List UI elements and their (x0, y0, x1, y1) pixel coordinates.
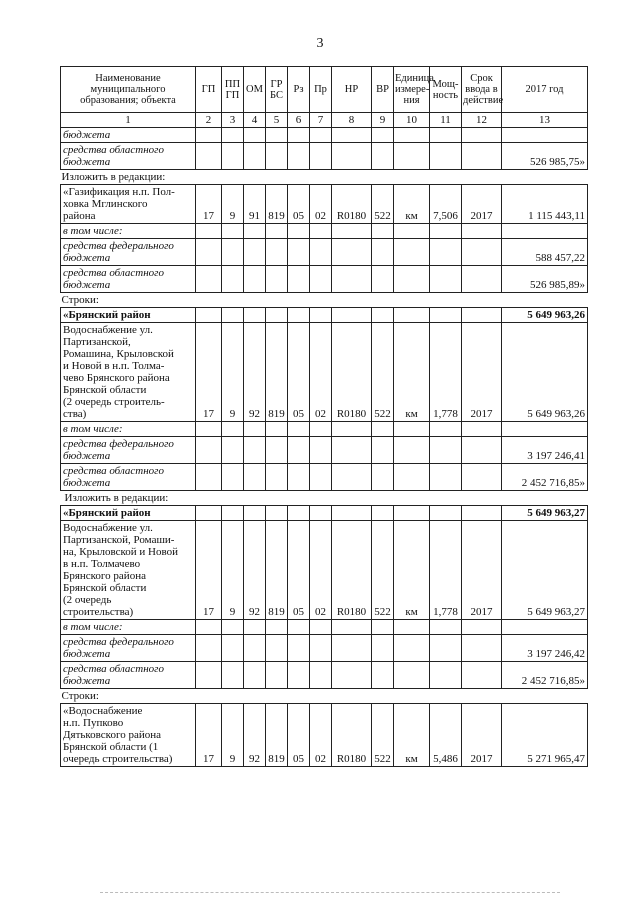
code-cell (430, 437, 462, 464)
code-cell (288, 506, 310, 521)
code-cell (394, 620, 430, 635)
code-cell (266, 422, 288, 437)
code-cell (196, 506, 222, 521)
page-number: 3 (316, 36, 324, 51)
object-name: Водоснабжение ул. Партизанской, Ромашина, Крыловской и Новой в н.п. Толма- чево Брянского района Брянской области (2 очередь строитель- ства) (61, 323, 196, 422)
budget-table (60, 66, 588, 767)
code-cell: R0180 (332, 521, 372, 620)
table-row (61, 662, 588, 689)
code-cell (310, 143, 332, 170)
code-cell (394, 128, 430, 143)
code-cell: 05 (288, 323, 310, 422)
code-cell: 522 (372, 521, 394, 620)
code-cell (196, 224, 222, 239)
code-cell (372, 143, 394, 170)
code-cell (266, 266, 288, 293)
code-cell (244, 620, 266, 635)
code-cell (288, 635, 310, 662)
instruction-text: Строки: (61, 293, 588, 308)
code-cell (430, 506, 462, 521)
code-cell (332, 662, 372, 689)
code-cell (372, 506, 394, 521)
code-cell (462, 437, 502, 464)
code-cell (372, 437, 394, 464)
amount-cell: 5 649 963,26 (502, 323, 588, 422)
object-name: в том числе: (61, 422, 196, 437)
code-cell (244, 506, 266, 521)
code-cell (430, 239, 462, 266)
code-cell (244, 128, 266, 143)
code-cell (310, 620, 332, 635)
code-cell (430, 635, 462, 662)
amount-cell (502, 128, 588, 143)
code-cell (394, 464, 430, 491)
code-cell (462, 620, 502, 635)
table-row (61, 266, 588, 293)
code-cell (244, 308, 266, 323)
amount-cell: 5 271 965,47 (502, 704, 588, 767)
code-cell (394, 422, 430, 437)
object-name: «Газификация н.п. Пол- ховка Мглинского района (61, 185, 196, 224)
code-cell (196, 635, 222, 662)
object-name: средства областного бюджета (61, 464, 196, 491)
column-number: 9 (372, 113, 394, 128)
amount-cell: 2 452 716,85» (502, 464, 588, 491)
column-number: 13 (502, 113, 588, 128)
code-cell: 17 (196, 323, 222, 422)
code-cell: км (394, 704, 430, 767)
code-cell (266, 662, 288, 689)
amount-cell: 526 985,75» (502, 143, 588, 170)
code-cell (462, 308, 502, 323)
column-number: 4 (244, 113, 266, 128)
code-cell: 819 (266, 323, 288, 422)
table-row (61, 239, 588, 266)
amount-cell: 2 452 716,85» (502, 662, 588, 689)
code-cell (310, 224, 332, 239)
code-cell: 819 (266, 521, 288, 620)
amount-cell: 3 197 246,42 (502, 635, 588, 662)
object-name: «Брянский район (61, 308, 196, 323)
code-cell (372, 266, 394, 293)
column-header: Единица измере-ния (394, 67, 430, 113)
amount-cell: 1 115 443,11 (502, 185, 588, 224)
table-row (61, 620, 588, 635)
code-cell (430, 266, 462, 293)
code-cell (266, 437, 288, 464)
code-cell: 92 (244, 323, 266, 422)
code-cell (310, 635, 332, 662)
instruction-text: Изложить в редакции: (61, 491, 588, 506)
table-row (61, 422, 588, 437)
amount-cell (502, 422, 588, 437)
column-number: 3 (222, 113, 244, 128)
code-cell (372, 620, 394, 635)
code-cell (222, 308, 244, 323)
code-cell (222, 506, 244, 521)
code-cell (266, 506, 288, 521)
code-cell (372, 224, 394, 239)
code-cell: 02 (310, 704, 332, 767)
code-cell (310, 308, 332, 323)
code-cell: 2017 (462, 521, 502, 620)
code-cell (462, 128, 502, 143)
column-number: 11 (430, 113, 462, 128)
table-row (61, 323, 588, 422)
amount-cell: 3 197 246,41 (502, 437, 588, 464)
instruction-row (61, 293, 588, 308)
code-cell: 92 (244, 704, 266, 767)
code-cell (462, 422, 502, 437)
table-row (61, 704, 588, 767)
code-cell: 522 (372, 323, 394, 422)
code-cell (222, 620, 244, 635)
code-cell (222, 662, 244, 689)
code-cell: R0180 (332, 185, 372, 224)
code-cell (332, 143, 372, 170)
code-cell (430, 422, 462, 437)
code-cell: 05 (288, 704, 310, 767)
code-cell (310, 662, 332, 689)
code-cell: 5,486 (430, 704, 462, 767)
column-header: ОМ (244, 67, 266, 113)
code-cell (244, 224, 266, 239)
code-cell (310, 506, 332, 521)
column-number-row (61, 113, 588, 128)
code-cell: 05 (288, 185, 310, 224)
code-cell (222, 464, 244, 491)
code-cell (332, 620, 372, 635)
code-cell: 7,506 (430, 185, 462, 224)
instruction-row (61, 491, 588, 506)
instruction-row (61, 170, 588, 185)
code-cell (332, 437, 372, 464)
code-cell (288, 143, 310, 170)
column-header: НР (332, 67, 372, 113)
code-cell (288, 437, 310, 464)
code-cell: 05 (288, 521, 310, 620)
code-cell (196, 437, 222, 464)
code-cell: 522 (372, 704, 394, 767)
object-name: Водоснабжение ул. Партизанской, Ромаши- на, Крыловской и Новой в н.п. Толмачево Брянского района Брянской области (2 очередь строительства) (61, 521, 196, 620)
amount-cell: 526 985,89» (502, 266, 588, 293)
code-cell (462, 506, 502, 521)
code-cell (196, 266, 222, 293)
code-cell (222, 143, 244, 170)
code-cell (310, 239, 332, 266)
code-cell (222, 266, 244, 293)
code-cell: км (394, 521, 430, 620)
code-cell: 9 (222, 185, 244, 224)
code-cell (196, 239, 222, 266)
code-cell (196, 308, 222, 323)
code-cell (394, 143, 430, 170)
column-number: 8 (332, 113, 372, 128)
code-cell (462, 635, 502, 662)
code-cell (288, 239, 310, 266)
code-cell (196, 620, 222, 635)
code-cell (462, 239, 502, 266)
code-cell (244, 422, 266, 437)
table-row (61, 143, 588, 170)
code-cell: 2017 (462, 704, 502, 767)
object-name: средства областного бюджета (61, 266, 196, 293)
column-header: ПП ГП (222, 67, 244, 113)
code-cell (266, 635, 288, 662)
code-cell (244, 143, 266, 170)
code-cell: 02 (310, 521, 332, 620)
object-name: средства федерального бюджета (61, 437, 196, 464)
code-cell (196, 422, 222, 437)
code-cell (310, 437, 332, 464)
table-row (61, 521, 588, 620)
code-cell (222, 437, 244, 464)
code-cell (244, 239, 266, 266)
instruction-row (61, 689, 588, 704)
column-header: Рз (288, 67, 310, 113)
code-cell: 17 (196, 185, 222, 224)
table-row (61, 437, 588, 464)
code-cell: 1,778 (430, 323, 462, 422)
object-name: в том числе: (61, 224, 196, 239)
column-header: 2017 год (502, 67, 588, 113)
code-cell: км (394, 185, 430, 224)
code-cell (196, 128, 222, 143)
code-cell (222, 239, 244, 266)
code-cell (372, 662, 394, 689)
code-cell (266, 224, 288, 239)
code-cell (332, 128, 372, 143)
amount-cell: 5 649 963,27 (502, 506, 588, 521)
code-cell (288, 620, 310, 635)
amount-cell (502, 224, 588, 239)
column-header: Срок ввода в действие (462, 67, 502, 113)
object-name: бюджета (61, 128, 196, 143)
table-row (61, 635, 588, 662)
code-cell: 92 (244, 521, 266, 620)
table-row (61, 308, 588, 323)
code-cell: 819 (266, 704, 288, 767)
code-cell (394, 239, 430, 266)
code-cell (310, 266, 332, 293)
code-cell (394, 635, 430, 662)
code-cell (310, 464, 332, 491)
column-header: ГП (196, 67, 222, 113)
amount-cell: 5 649 963,26 (502, 308, 588, 323)
column-number: 5 (266, 113, 288, 128)
table-body (61, 128, 588, 767)
code-cell: 9 (222, 323, 244, 422)
code-cell (372, 308, 394, 323)
column-header: ВР (372, 67, 394, 113)
code-cell (266, 308, 288, 323)
code-cell: R0180 (332, 323, 372, 422)
column-header: Пр (310, 67, 332, 113)
code-cell (288, 422, 310, 437)
code-cell (244, 266, 266, 293)
code-cell (332, 224, 372, 239)
code-cell: 02 (310, 323, 332, 422)
code-cell (266, 239, 288, 266)
object-name: средства федерального бюджета (61, 239, 196, 266)
column-number: 6 (288, 113, 310, 128)
code-cell (332, 464, 372, 491)
code-cell: 819 (266, 185, 288, 224)
code-cell (266, 464, 288, 491)
object-name: средства областного бюджета (61, 662, 196, 689)
header-row (61, 67, 588, 113)
code-cell (288, 266, 310, 293)
code-cell (332, 506, 372, 521)
code-cell (310, 422, 332, 437)
code-cell (288, 662, 310, 689)
page-bottom-edge (100, 892, 560, 894)
column-header: Мощ-ность (430, 67, 462, 113)
code-cell (310, 128, 332, 143)
code-cell (372, 635, 394, 662)
code-cell (244, 437, 266, 464)
object-name: в том числе: (61, 620, 196, 635)
code-cell (394, 266, 430, 293)
code-cell (462, 224, 502, 239)
object-name: «Водоснабжение н.п. Пупково Дятьковского района Брянской области (1 очередь строительства) (61, 704, 196, 767)
column-header: Наименование муниципального образования; объекта (61, 67, 196, 113)
code-cell: км (394, 323, 430, 422)
code-cell: 02 (310, 185, 332, 224)
code-cell (222, 224, 244, 239)
code-cell (266, 620, 288, 635)
code-cell (266, 128, 288, 143)
code-cell (462, 464, 502, 491)
object-name: средства областного бюджета (61, 143, 196, 170)
column-header: ГР БС (266, 67, 288, 113)
code-cell (288, 224, 310, 239)
code-cell (394, 224, 430, 239)
code-cell: 17 (196, 704, 222, 767)
code-cell (372, 464, 394, 491)
code-cell: 17 (196, 521, 222, 620)
object-name: средства федерального бюджета (61, 635, 196, 662)
table-row (61, 464, 588, 491)
column-number: 1 (61, 113, 196, 128)
code-cell (430, 464, 462, 491)
code-cell (430, 308, 462, 323)
code-cell: 2017 (462, 323, 502, 422)
code-cell (332, 422, 372, 437)
code-cell (244, 662, 266, 689)
code-cell (372, 422, 394, 437)
column-number: 12 (462, 113, 502, 128)
code-cell (394, 308, 430, 323)
code-cell (372, 128, 394, 143)
amount-cell (502, 620, 588, 635)
code-cell (222, 422, 244, 437)
code-cell (196, 464, 222, 491)
code-cell: 91 (244, 185, 266, 224)
code-cell (430, 143, 462, 170)
code-cell (394, 662, 430, 689)
code-cell (266, 143, 288, 170)
instruction-text: Изложить в редакции: (61, 170, 588, 185)
code-cell (430, 128, 462, 143)
instruction-text: Строки: (61, 689, 588, 704)
code-cell (394, 506, 430, 521)
code-cell (462, 143, 502, 170)
code-cell (430, 224, 462, 239)
column-number: 10 (394, 113, 430, 128)
object-name: «Брянский район (61, 506, 196, 521)
code-cell (462, 662, 502, 689)
code-cell: 2017 (462, 185, 502, 224)
table-row (61, 224, 588, 239)
column-number: 2 (196, 113, 222, 128)
code-cell (462, 266, 502, 293)
code-cell (332, 635, 372, 662)
code-cell: 1,778 (430, 521, 462, 620)
code-cell (430, 620, 462, 635)
code-cell (244, 464, 266, 491)
code-cell (372, 239, 394, 266)
table-row (61, 185, 588, 224)
column-number: 7 (310, 113, 332, 128)
code-cell (196, 662, 222, 689)
code-cell (288, 308, 310, 323)
code-cell (394, 437, 430, 464)
table-row (61, 128, 588, 143)
code-cell (222, 635, 244, 662)
code-cell: R0180 (332, 704, 372, 767)
code-cell (244, 635, 266, 662)
code-cell (288, 464, 310, 491)
code-cell (288, 128, 310, 143)
code-cell: 9 (222, 704, 244, 767)
amount-cell: 5 649 963,27 (502, 521, 588, 620)
code-cell (332, 239, 372, 266)
code-cell (430, 662, 462, 689)
code-cell: 9 (222, 521, 244, 620)
code-cell (222, 128, 244, 143)
table-row (61, 506, 588, 521)
code-cell (196, 143, 222, 170)
amount-cell: 588 457,22 (502, 239, 588, 266)
code-cell: 522 (372, 185, 394, 224)
code-cell (332, 266, 372, 293)
code-cell (332, 308, 372, 323)
